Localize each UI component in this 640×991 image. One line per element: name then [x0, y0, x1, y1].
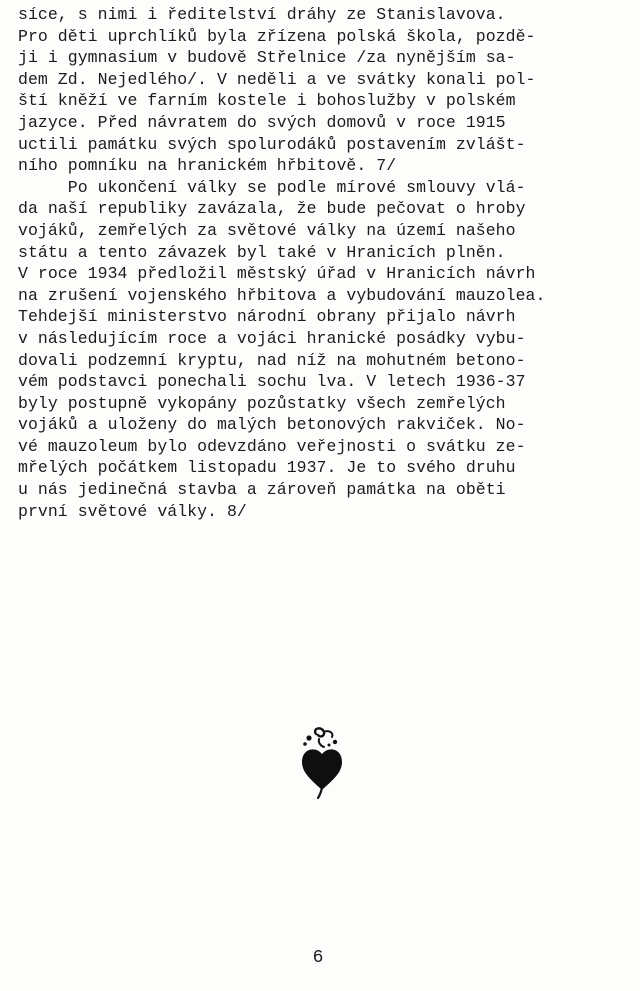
text-line: dovali podzemní kryptu, nad níž na mohutném betono- — [18, 350, 526, 370]
body-text — [18, 4, 638, 522]
text-line: Po ukončení války se podle mírové smlouvy vlá- — [18, 177, 526, 197]
text-line: da naší republiky zavázala, že bude pečovat o hroby — [18, 199, 526, 219]
text-line: V roce 1934 předložil městský úřad v Hranicích návrh — [18, 264, 536, 284]
text-line: Tehdejší ministerstvo národní obrany přijalo návrh — [18, 307, 516, 327]
text-line: v následujícím roce a vojáci hranické posádky vybu- — [18, 328, 526, 348]
page-number-text: 6 — [312, 948, 324, 968]
text-line: vé mauzoleum bylo odevzdáno veřejnosti o svátku ze- — [18, 436, 526, 456]
text-line: státu a tento závazek byl také v Hranicích plněn. — [18, 242, 506, 262]
text-line: první světové války. 8/ — [18, 501, 247, 521]
text-line: na zrušení vojenského hřbitova a vybudování mauzolea. — [18, 285, 546, 305]
text-line: vojáků, zemřelých za světové války na území našeho — [18, 220, 516, 240]
text-line: ního pomníku na hranickém hřbitově. 7/ — [18, 156, 397, 176]
text-line: síce, s nimi i ředitelství dráhy ze Stanislavova. — [18, 5, 506, 24]
text-line: jazyce. Před návratem do svých domovů v roce 1915 — [18, 112, 506, 132]
text-line: byly postupně vykopány pozůstatky všech zemřelých — [18, 393, 506, 413]
text-line: vojáků a uloženy do malých betonových rakviček. No- — [18, 415, 526, 435]
heart-leaf-ornament-icon — [294, 724, 350, 800]
text-line: Pro děti uprchlíků byla zřízena polská škola, pozdě- — [18, 26, 536, 46]
text-line: vém podstavci ponechali sochu lva. V letech 1936-37 — [18, 372, 526, 392]
text-line: ji i gymnasium v budově Střelnice /za nynějším sa- — [18, 48, 516, 68]
page-number — [0, 948, 640, 968]
text-line: u nás jedinečná stavba a zároveň památka na oběti — [18, 480, 506, 500]
text-line: mřelých počátkem listopadu 1937. Je to svého druhu — [18, 458, 516, 478]
text-line: ští kněží ve farním kostele i bohoslužby v polském — [18, 91, 516, 111]
text-line: dem Zd. Nejedlého/. V neděli a ve svátky konali pol- — [18, 69, 536, 89]
text-line: uctili památku svých spolurodáků postavením zvlášt- — [18, 134, 526, 154]
